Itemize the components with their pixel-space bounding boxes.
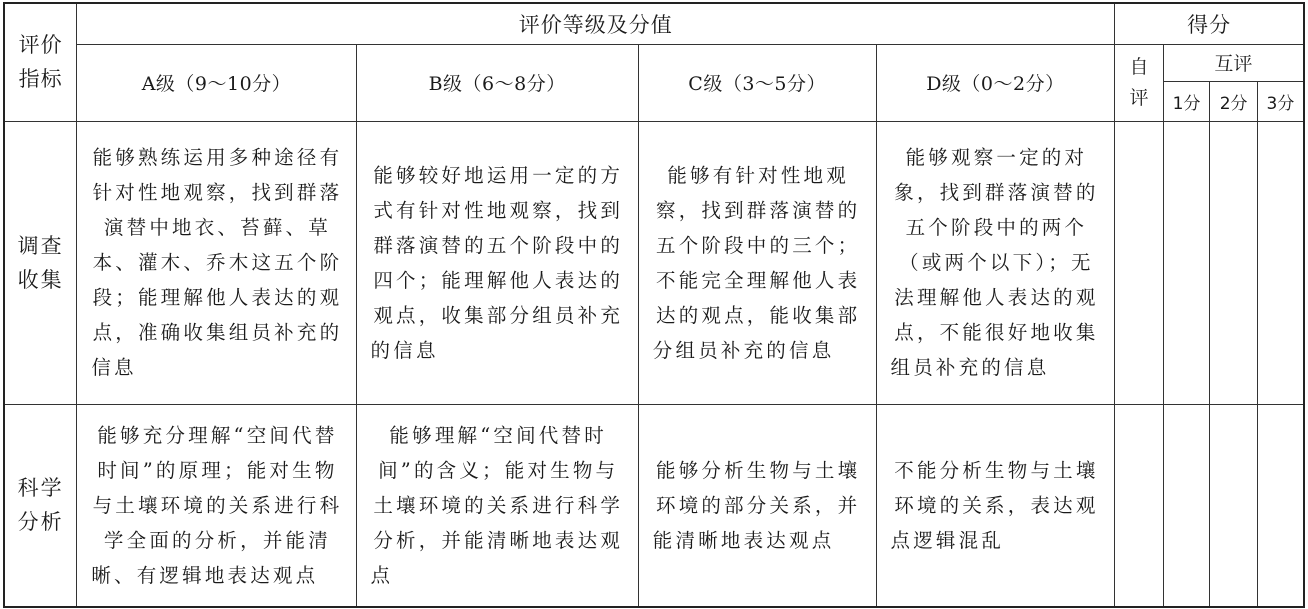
peer-score-3-header: 3分	[1257, 81, 1304, 121]
level-b-header: B级（6～8分）	[356, 44, 638, 121]
indicator-investigate-line2: 收集	[17, 267, 64, 292]
indicator-investigate	[4, 121, 77, 404]
header-row-2	[4, 44, 1304, 81]
peer-score-1-header: 1分	[1163, 81, 1210, 121]
investigate-peer-score-2[interactable]	[1210, 121, 1258, 404]
level-c-header: C级（3～5分）	[638, 44, 876, 121]
rubric-row-investigate	[4, 121, 1304, 404]
investigate-level-c: 能够有针对性地观察，找到群落演替的五个阶段中的三个；不能完全理解他人表达的观点，能收集部分组员补充的信息	[638, 121, 876, 404]
peer-score-2-header: 2分	[1210, 81, 1258, 121]
evaluation-rubric-table	[3, 2, 1305, 608]
analysis-level-a: 能够充分理解“空间代替时间”的原理；能对生物与土壤环境的关系进行科学全面的分析，并能清晰、有逻辑地表达观点	[77, 404, 356, 607]
indicator-analysis	[4, 404, 77, 607]
score-header: 得分	[1115, 3, 1304, 44]
self-eval-line2: 评	[1129, 86, 1149, 109]
indicator-header	[4, 3, 77, 121]
investigate-level-d: 能够观察一定的对象，找到群落演替的五个阶段中的两个（或两个以下）；无法理解他人表达的观点，不能很好地收集组员补充的信息	[876, 121, 1115, 404]
analysis-peer-score-3[interactable]	[1257, 404, 1304, 607]
self-eval-header	[1115, 44, 1164, 121]
analysis-level-b: 能够理解“空间代替时间”的含义；能对生物与土壤环境的关系进行科学分析，并能清晰地表达观点	[356, 404, 638, 607]
analysis-peer-score-2[interactable]	[1210, 404, 1258, 607]
investigate-self-score[interactable]	[1115, 121, 1164, 404]
investigate-level-a: 能够熟练运用多种途径有针对性地观察，找到群落演替中地衣、苔藓、草本、灌木、乔木这五个阶段；能理解他人表达的观点，准确收集组员补充的信息	[77, 121, 356, 404]
indicator-header-line1: 评价	[18, 33, 63, 58]
header-row-1	[4, 3, 1304, 44]
analysis-level-c: 能够分析生物与土壤环境的部分关系，并能清晰地表达观点	[638, 404, 876, 607]
peer-eval-header: 互评	[1163, 44, 1304, 81]
analysis-level-d: 不能分析生物与土壤环境的关系，表达观点逻辑混乱	[876, 404, 1115, 607]
indicator-analysis-line2: 分析	[17, 510, 64, 535]
level-d-header: D级（0～2分）	[876, 44, 1115, 121]
indicator-header-line2: 指标	[18, 67, 63, 92]
self-eval-line1: 自	[1129, 55, 1149, 78]
analysis-self-score[interactable]	[1115, 404, 1164, 607]
investigate-peer-score-1[interactable]	[1163, 121, 1210, 404]
investigate-peer-score-3[interactable]	[1257, 121, 1304, 404]
indicator-analysis-line1: 科学	[17, 476, 64, 501]
level-a-header: A级（9～10分）	[77, 44, 356, 121]
indicator-investigate-line1: 调查	[17, 233, 64, 258]
levels-header: 评价等级及分值	[77, 3, 1115, 44]
investigate-level-b: 能够较好地运用一定的方式有针对性地观察，找到群落演替的五个阶段中的四个；能理解他人表达的观点，收集部分组员补充的信息	[356, 121, 638, 404]
analysis-peer-score-1[interactable]	[1163, 404, 1210, 607]
rubric-row-analysis	[4, 404, 1304, 607]
